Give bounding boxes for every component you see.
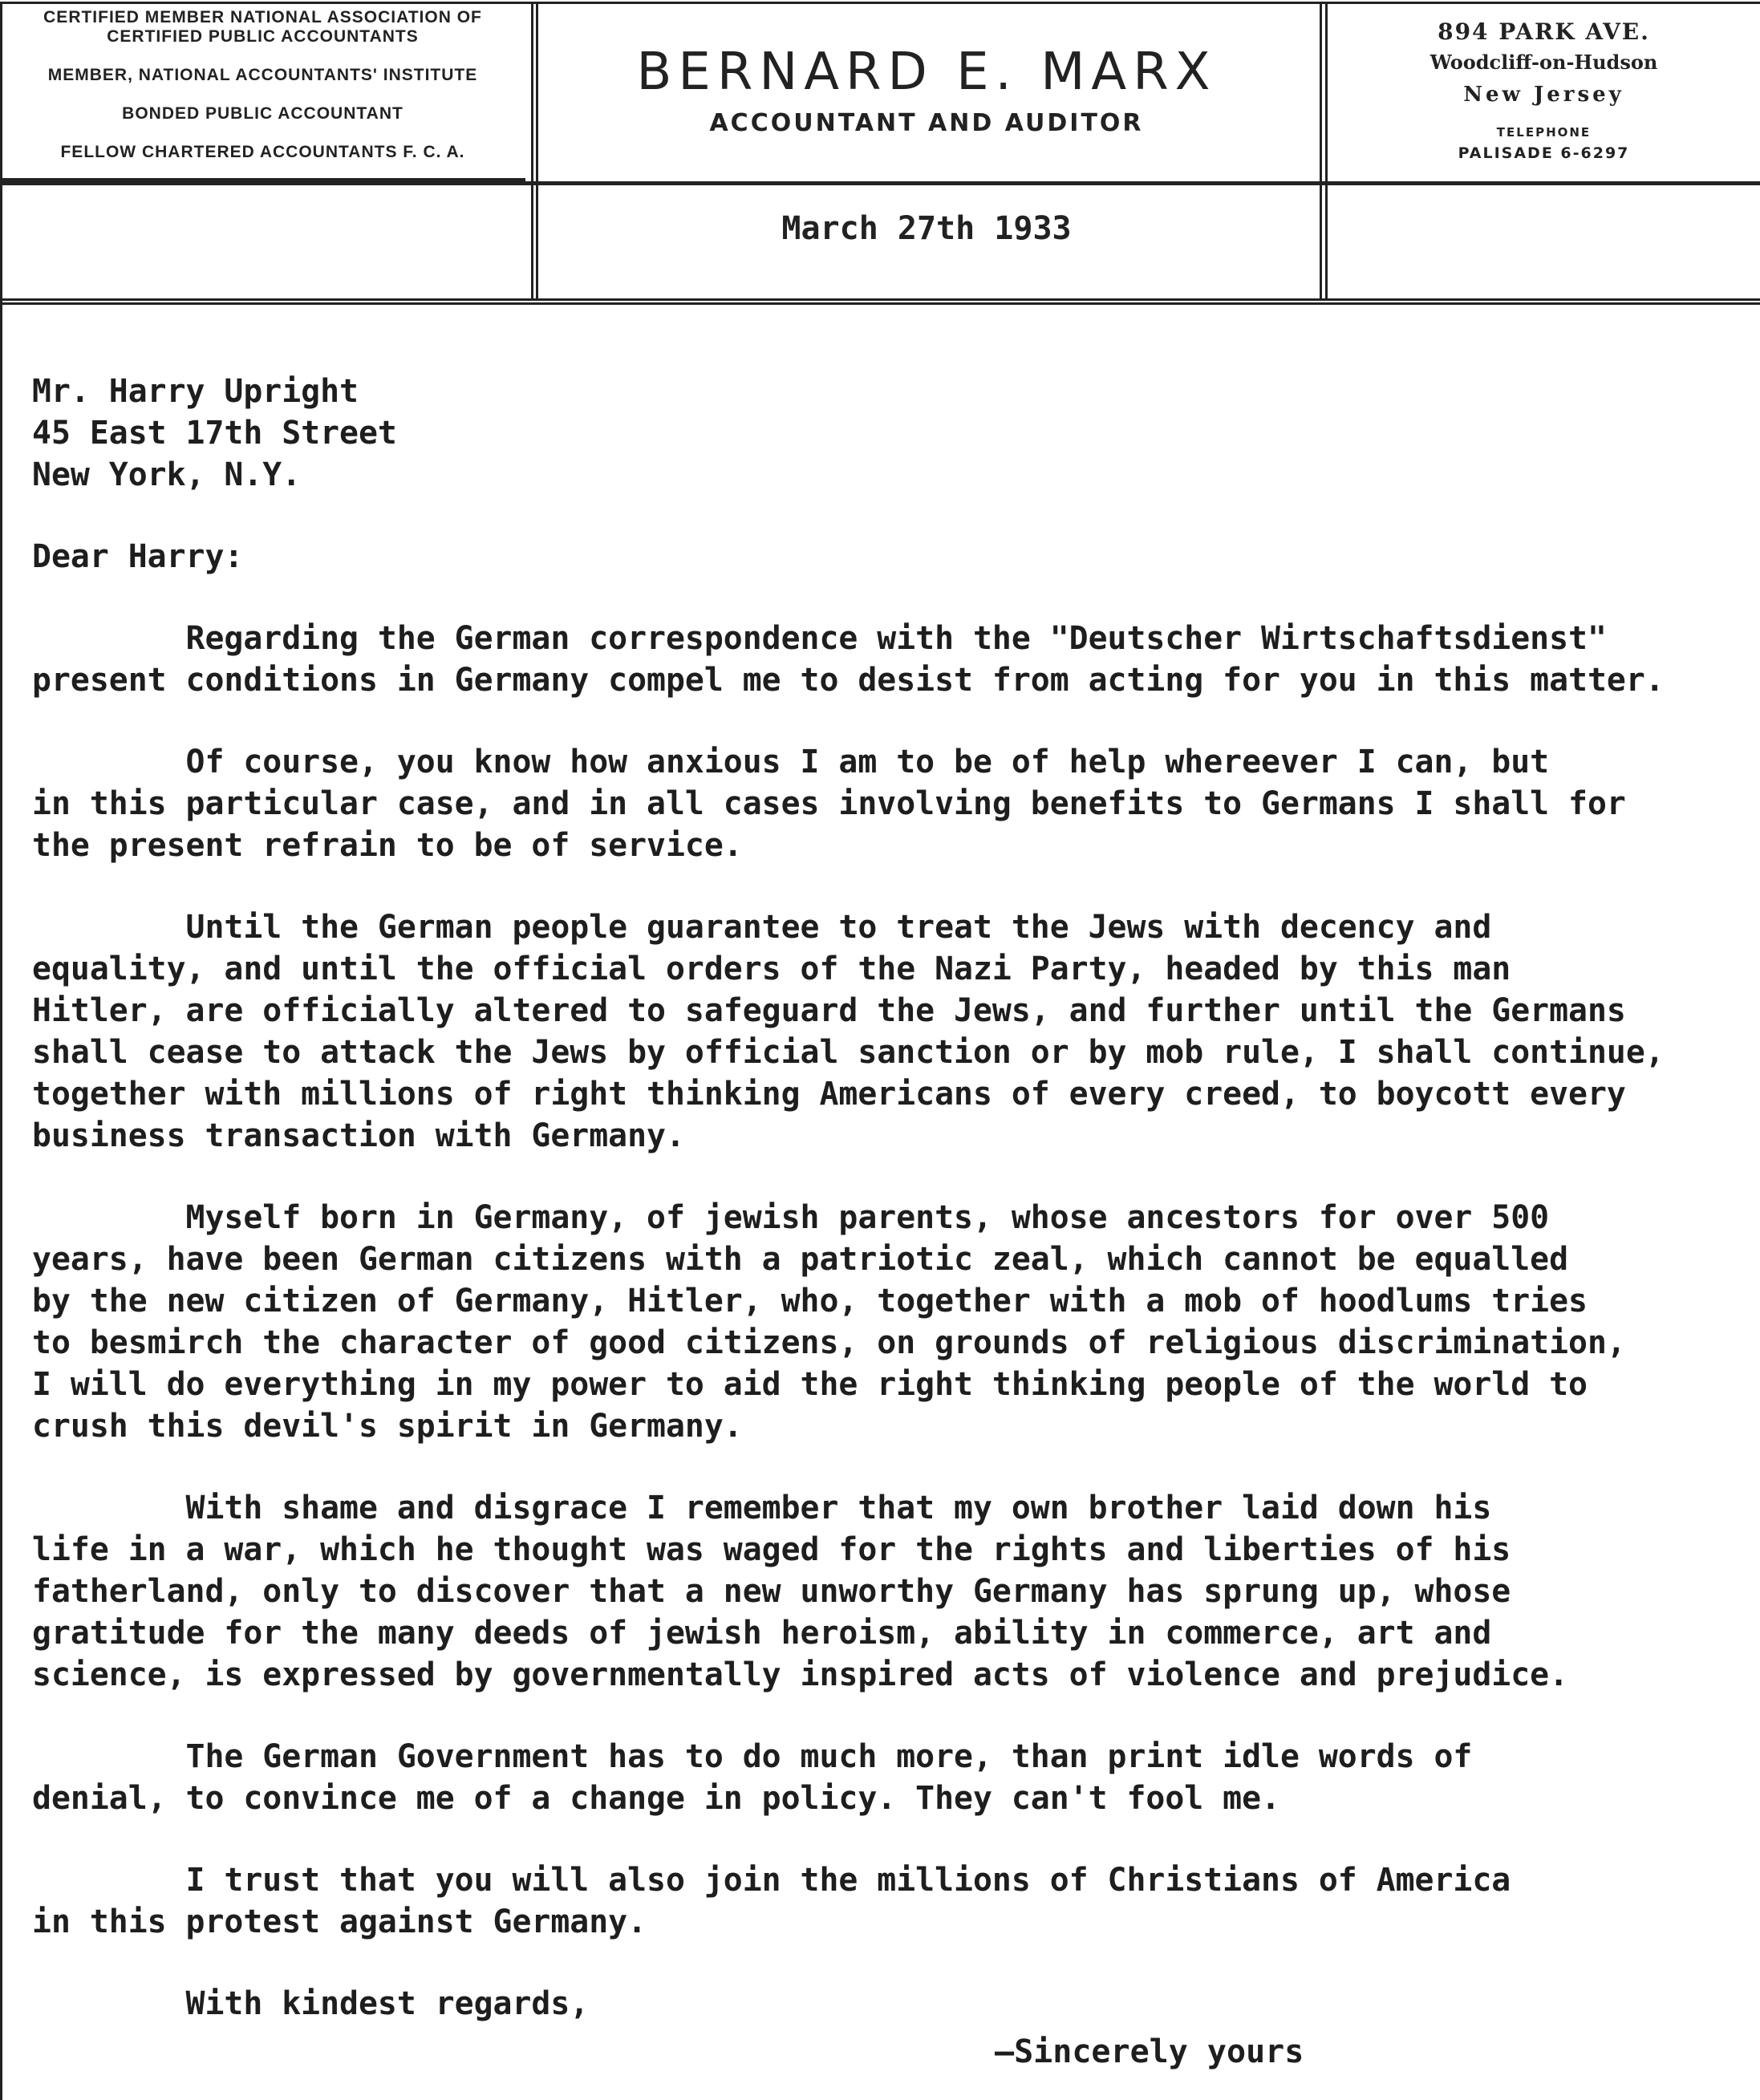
recipient-street: 45 East 17th Street (32, 415, 397, 452)
paragraph-line: Hitler, are officially altered to safeguard the Jews, and further until the Germans (32, 992, 1626, 1029)
recipient-city: New York, N.Y. (32, 456, 302, 493)
letter-date: March 27th 1933 (781, 210, 1072, 247)
letterhead-title: ACCOUNTANT AND AUDITOR (709, 109, 1144, 137)
top-rule (0, 2, 1760, 4)
closing-signoff: —Sincerely yours (995, 2033, 1304, 2070)
paragraph-line: science, is expressed by governmentally inspired acts of violence and prejudice. (32, 1656, 1569, 1693)
paragraph (32, 1487, 1760, 1696)
paragraph-line: shall cease to attack the Jews by official sanction or by mob rule, I shall continue, (32, 1034, 1665, 1071)
credential-line: CERTIFIED MEMBER NATIONAL ASSOCIATION OF (43, 8, 482, 26)
paragraph (32, 1859, 1760, 1943)
paragraph (32, 1983, 1760, 2025)
paragraph-line: Regarding the German correspondence with the "Deutscher Wirtschaftsdienst" (32, 620, 1607, 657)
paragraph-line: crush this devil's spirit in Germany. (32, 1408, 743, 1445)
paragraph-line: Myself born in Germany, of jewish parents, whose ancestors for over 500 (32, 1199, 1550, 1236)
date-row-rule (0, 298, 1760, 301)
paragraph (32, 1736, 1760, 1819)
recipient-name: Mr. Harry Upright (32, 373, 359, 410)
paragraph-line: denial, to convince me of a change in policy. They can't fool me. (32, 1780, 1280, 1817)
credential-line: CERTIFIED PUBLIC ACCOUNTANTS (107, 27, 419, 46)
paragraph-line: years, have been German citizens with a patriotic zeal, which cannot be equalled (32, 1241, 1569, 1278)
paragraph-line: With shame and disgrace I remember that my own brother laid down his (32, 1490, 1492, 1526)
closing-regards: With kindest regards, (32, 1985, 590, 2022)
telephone-number: PALISADE 6-6297 (1458, 144, 1630, 162)
letter-body (32, 371, 1760, 2025)
paragraph-line: equality, and until the official orders of the Nazi Party, headed by this man (32, 951, 1511, 987)
paragraph-line: gratitude for the many deeds of jewish heroism, ability in commerce, art and (32, 1615, 1492, 1652)
paragraph-line: business transaction with Germany. (32, 1117, 685, 1154)
paragraph (32, 906, 1760, 1157)
paragraph (32, 741, 1760, 866)
address-street: 894 PARK AVE. (1438, 18, 1650, 45)
salutation: Dear Harry: (32, 538, 244, 575)
paragraph-line: in this particular case, and in all cases involving benefits to Germans I shall for (32, 785, 1626, 822)
paragraph-line: by the new citizen of Germany, Hitler, who, together with a mob of hoodlums tries (32, 1283, 1588, 1320)
address-city: Woodcliff-on-Hudson (1429, 51, 1658, 74)
letterhead-name: BERNARD E. MARX (636, 43, 1217, 102)
paragraph-line: to besmirch the character of good citizens, on grounds of religious discrimination, (32, 1324, 1626, 1361)
date-row-rule-b (0, 302, 1760, 305)
paragraph (32, 1197, 1760, 1447)
letterhead-name-block (533, 40, 1320, 137)
paragraph-line: together with millions of right thinking Americans of every creed, to boycott every (32, 1076, 1626, 1113)
credential-line: FELLOW CHARTERED ACCOUNTANTS F. C. A. (60, 143, 465, 161)
telephone-label: TELEPHONE (1496, 125, 1592, 140)
paragraph-line: fatherland, only to discover that a new unworthy Germany has sprung up, whose (32, 1573, 1511, 1610)
divider-right (1320, 2, 1322, 298)
paragraph (32, 618, 1760, 701)
header-rule-b (0, 183, 1760, 185)
letterhead-address (1328, 16, 1760, 165)
closing-text: Sincerely yours (1014, 2033, 1304, 2070)
paragraph-line: The German Government has to do much more, than print idle words of (32, 1738, 1473, 1775)
paragraph-line: the present refrain to be of service. (32, 827, 743, 864)
paragraph-line: I trust that you will also join the millions of Christians of America (32, 1862, 1511, 1899)
paragraph-line: Of course, you know how anxious I am to be of help whereever I can, but (32, 744, 1550, 780)
address-state: New Jersey (1463, 83, 1624, 107)
credential-line: BONDED PUBLIC ACCOUNTANT (122, 104, 404, 123)
paragraph-line: in this protest against Germany. (32, 1903, 647, 1940)
paragraph-line: present conditions in Germany compel me to desist from acting for you in this matter. (32, 662, 1665, 699)
credential-line: MEMBER, NATIONAL ACCOUNTANTS' INSTITUTE (47, 66, 478, 84)
paragraph-line: I will do everything in my power to aid the right thinking people of the world to (32, 1366, 1588, 1403)
left-margin-rule (0, 2, 2, 2100)
paragraph-line: Until the German people guarantee to treat the Jews with decency and (32, 909, 1492, 946)
paragraph-line: life in a war, which he thought was waged for the rights and liberties of his (32, 1531, 1511, 1568)
letterhead-credentials (0, 8, 525, 162)
